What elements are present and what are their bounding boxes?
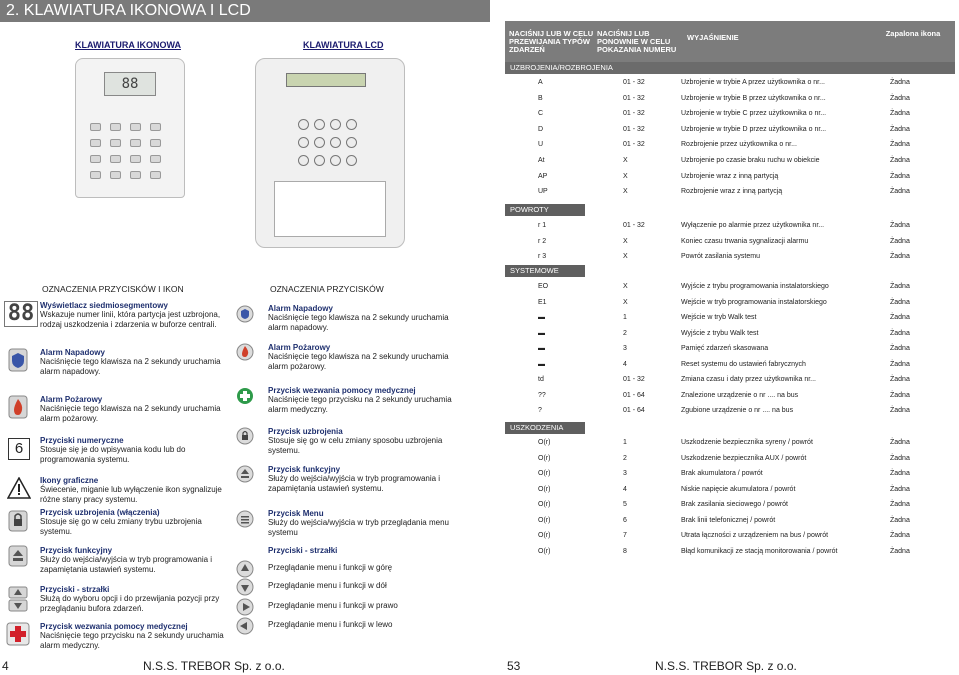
event-number: X [623,237,628,245]
event-number: 7 [623,532,627,539]
arrow-keys-icon [8,586,28,612]
button-legend-item [268,386,468,415]
event-code: UP [538,188,548,196]
section-arming: UZBROJENIA/ROZBROJENIA [505,62,955,74]
arrow-left-icon [236,617,254,635]
event-code: O(r) [538,532,551,539]
event-icon: Żadna [890,283,910,290]
event-code: B [538,94,543,102]
arm-key-icon [236,427,254,445]
arrows-title: Przyciski - strzałki [268,546,338,555]
event-number: 01 - 32 [623,141,645,149]
table-row [505,483,955,498]
event-description: Uzbrojenie wraz z inną partycją [681,172,779,180]
event-code: r 2 [538,237,547,245]
section-returns: POWROTY [505,204,585,216]
event-description: Uszkodzenie bezpiecznika AUX / powrót [681,454,807,462]
button-legend-title: OZNACZENIA PRZYCISKÓW [270,284,384,294]
event-icon: Żadna [890,547,910,555]
table-row [505,529,955,544]
table-row [505,311,955,326]
table-row [505,467,955,482]
event-description: Brak linii telefonicznej / powrót [681,516,776,524]
event-icon: Żadna [890,298,910,306]
event-icon: Żadna [890,454,910,462]
event-description: Uzbrojenie w trybie D przez użytkownika o nr... [681,125,827,133]
event-code: C [538,110,544,118]
arm-key-icon [8,510,28,532]
table-row [505,342,955,357]
table-row [505,123,955,138]
legend-item-desc: Stosuje się go w celu zmiany sposobu uzbrojenia systemu. [268,436,443,455]
function-key-icon [236,465,254,483]
event-description: Wejście w tryb Walk test [681,314,757,321]
event-icon: Żadna [890,141,910,149]
event-code: O(r) [538,501,551,508]
event-number: X [623,283,628,290]
arrow-desc: Przeglądanie menu i funkcji w lewo [268,620,393,629]
function-key-icon [8,545,28,567]
event-code: ▬ [538,329,545,337]
table-row [505,389,955,404]
event-number: X [623,298,628,306]
legend-item-title: Przyciski - strzałki [40,585,110,594]
legend-item-title: Przycisk wezwania pomocy medycznej [268,386,416,395]
legend-item-desc: Naciśnięcie tego klawisza na 2 sekundy uruchamia alarm pożarowy. [268,352,449,371]
legend-item-title: Wyświetlacz siedmiosegmentowy [40,301,168,310]
table-row [505,498,955,513]
event-code: A [538,79,543,86]
header-col-explanation: WYJAŚNIENIE [687,33,739,42]
event-icon: Żadna [890,314,910,321]
legend-item-desc: Naciśnięcie tego przycisku na 2 sekundy uruchamia alarm medyczny. [40,631,224,650]
event-number: 01 - 32 [623,94,645,102]
event-number: 01 - 32 [623,79,645,86]
event-description: Zmiana czasu i daty przez użytkownika nr... [681,376,816,383]
button-legend-item [268,304,468,333]
arrow-down-icon [236,578,254,596]
menu-key-icon [236,510,254,528]
event-description: Wejście w tryb programowania instalatorskiego [681,298,827,306]
legend-item-title: Alarm Pożarowy [40,395,103,404]
section-system: SYSTEMOWE [505,265,585,277]
company-left: N.S.S. TREBOR Sp. z o.o. [143,659,285,673]
button-legend-item [268,465,468,494]
keypad-lcd-title: KLAWIATURA LCD [303,40,384,50]
legend-item-desc: Naciśnięcie tego klawisza na 2 sekundy uruchamia alarm napadowy. [40,357,221,376]
event-icon: Żadna [890,376,910,383]
event-number: 01 - 64 [623,407,645,414]
event-icon: Żadna [890,501,910,508]
legend-item-desc: Służy do wejścia/wyjścia w tryb programowania i zapamiętania ustawień systemu. [40,555,213,574]
fire-alarm-icon [8,395,28,419]
warning-icon [7,477,31,499]
event-number: 4 [623,360,627,368]
table-row [505,373,955,388]
event-icon: Żadna [890,485,910,493]
event-icon: Żadna [890,157,910,164]
event-code: O(r) [538,516,551,524]
event-description: Uzbrojenie po czasie braku ruchu w obiekcie [681,157,820,164]
event-code: E1 [538,298,547,306]
event-description: Uzbrojenie w trybie C przez użytkownika o nr... [681,110,827,118]
event-description: Brak zasilania sieciowego / powrót [681,501,788,508]
legend-item-desc: Świecenie, miganie lub wyłączenie ikon sygnalizuje różne stany pracy systemu. [40,485,222,504]
event-icon: Żadna [890,532,910,539]
event-description: Błąd komunikacji ze stacją monitorowania / powrót [681,547,838,555]
table-row [505,358,955,373]
event-code: r 3 [538,253,547,260]
event-code: td [538,376,544,383]
event-code: O(r) [538,485,551,493]
arrow-desc: Przeglądanie menu i funkcji w prawo [268,601,398,610]
event-description: Znalezione urządzenie o nr .... na bus [681,391,799,399]
table-row [505,185,955,200]
event-code: D [538,125,544,133]
event-icon: Żadna [890,94,910,102]
table-row [505,250,955,265]
icon-legend-item [40,508,230,537]
company-right: N.S.S. TREBOR Sp. z o.o. [655,659,797,673]
event-code: O(r) [538,454,551,462]
event-number: X [623,172,628,180]
page-number-right: 53 [507,659,521,673]
lcd-keypad-image [255,58,405,248]
event-number: X [623,253,628,260]
event-icon: Żadna [890,172,910,180]
event-description: Utrata łączności z urządzeniem na bus / powrót [681,532,829,539]
event-icon: Żadna [890,407,910,414]
arrow-desc: Przeglądanie menu i funkcji w górę [268,563,393,572]
event-description: Rozbrojenie wraz z inną partycją [681,188,783,196]
seven-segment-window: 88 [104,72,156,96]
fire-alarm-icon [236,343,254,361]
event-description: Uszkodzenie bezpiecznika syreny / powrót [681,439,813,446]
police-alarm-icon [8,348,28,372]
table-row [505,404,955,419]
event-description: Pamięć zdarzeń skasowana [681,345,769,352]
legend-item-title: Przycisk uzbrojenia (włączenia) [40,508,160,517]
header-col-number: NACIŚNIJ LUB PONOWNIE W CELU POKAZANIA NUMERU [597,29,677,54]
event-number: 8 [623,547,627,555]
event-description: Wyjście z trybu Walk test [681,329,759,337]
legend-item-title: Przycisk uzbrojenia [268,427,343,436]
button-legend-item [268,427,468,456]
event-number: 5 [623,501,627,508]
table-row [505,436,955,451]
legend-item-desc: Naciśnięcie tego przycisku na 2 sekundy uruchamia alarm medyczny. [268,395,452,414]
event-code: AP [538,172,548,180]
event-icon: Żadna [890,345,910,352]
button-legend-item [268,509,468,538]
police-alarm-icon [236,305,254,323]
event-icon: Żadna [890,253,910,260]
event-description: Reset systemu do ustawień fabrycznych [681,360,806,368]
event-description: Koniec czasu trwania sygnalizacji alarmu [681,237,809,245]
page-number-left: 4 [2,659,9,673]
legend-item-title: Przyciski numeryczne [40,436,124,445]
table-row [505,219,955,234]
event-description: Wyjście z trybu programowania instalatorskiego [681,283,829,290]
icon-legend-item [40,301,230,330]
event-description: Rozbrojenie przez użytkownika o nr... [681,141,797,149]
table-row [505,296,955,311]
event-description: Powrót zasilania systemu [681,253,760,260]
event-code: O(r) [538,470,551,477]
table-row [505,327,955,342]
section-faults: USZKODZENIA [505,422,585,434]
table-row [505,545,955,560]
event-description: Uzbrojenie w trybie B przez użytkownika o nr... [681,94,826,102]
event-number: 6 [623,516,627,524]
icon-legend-item [40,546,230,575]
event-icon: Żadna [890,237,910,245]
event-icon: Żadna [890,188,910,196]
event-icon: Żadna [890,329,910,337]
icon-legend-item [40,436,230,465]
event-number: 2 [623,454,627,462]
numeric-key-icon: 6 [8,438,30,460]
table-row [505,138,955,153]
table-row [505,452,955,467]
event-number: 4 [623,485,627,493]
event-number: 1 [623,439,627,446]
table-row [505,514,955,529]
event-icon: Żadna [890,125,910,133]
table-row [505,107,955,122]
legend-item-title: Przycisk funkcyjny [268,465,341,474]
icon-legend-title: OZNACZENIA PRZYCISKÓW I IKON [42,284,184,294]
legend-item-title: Przycisk Menu [268,509,324,518]
table-row [505,280,955,295]
arrow-right-icon [236,598,254,616]
event-number: 3 [623,470,627,477]
legend-item-desc: Służy do wejścia/wyjścia w tryb przeglądania menu systemu [268,518,449,537]
icon-legend-item [40,476,230,505]
event-number: 2 [623,329,627,337]
event-description: Brak akumulatora / powrót [681,470,763,477]
event-icon: Żadna [890,470,910,477]
table-row [505,154,955,169]
page-banner: 2. KLAWIATURA IKONOWA I LCD [0,0,490,22]
event-code: ?? [538,391,546,399]
event-number: X [623,188,628,196]
event-description: Zgubione urządzenie o nr .... na bus [681,407,794,414]
event-number: 01 - 32 [623,222,645,229]
header-col-icon: Zapalona ikona [885,29,941,38]
event-number: 01 - 32 [623,125,645,133]
event-icon: Żadna [890,222,910,229]
legend-item-desc: Naciśnięcie tego klawisza na 2 sekundy uruchamia alarm pożarowy. [40,404,221,423]
table-row [505,76,955,91]
table-row [505,235,955,250]
legend-item-title: Alarm Pożarowy [268,343,331,352]
arrow-desc: Przeglądanie menu i funkcji w dół [268,581,387,590]
event-code: O(r) [538,439,551,446]
event-code: O(r) [538,547,551,555]
legend-item-title: Ikony graficzne [40,476,99,485]
icon-legend-item [40,395,230,424]
event-code: At [538,157,545,164]
seven-segment-display-icon: 88 [4,301,38,327]
event-code: r 1 [538,222,547,229]
button-legend-item [268,343,468,372]
icon-legend-item [40,348,230,377]
legend-item-title: Alarm Napadowy [268,304,333,313]
legend-item-desc: Stosuje się je do wpisywania kodu lub do programowania systemu. [40,445,186,464]
arrow-up-icon [236,560,254,578]
keypad-icon-title: KLAWIATURA IKONOWA [75,40,181,50]
icon-legend-item [40,622,230,651]
icon-legend-item [40,585,230,614]
legend-item-title: Przycisk wezwania pomocy medycznej [40,622,188,631]
event-code: ? [538,407,542,414]
legend-item-desc: Służą do wyboru opcji i do przewijania pozycji przy przeglądaniu bufora zdarzeń. [40,594,220,613]
legend-item-desc: Służy do wejścia/wyjścia w tryb programowania i zapamiętania ustawień systemu. [268,474,441,493]
header-col-scroll: NACIŚNIJ LUB W CELU PRZEWIJANIA TYPÓW ZDARZEŃ [509,29,594,54]
medical-key-icon [236,387,254,405]
event-icon: Żadna [890,360,910,368]
event-icon: Żadna [890,439,910,446]
legend-item-desc: Wskazuje numer linii, która partycja jest uzbrojona, rodzaj uszkodzenia i zdarzenia w buforze centrali. [40,310,221,329]
event-code: ▬ [538,360,545,368]
event-description: Uzbrojenie w trybie A przez użytkownika o nr... [681,79,825,86]
event-description: Wyłączenie po alarmie przez użytkownika nr... [681,222,825,229]
event-number: 3 [623,345,627,352]
event-code: ▬ [538,345,545,352]
event-icon: Żadna [890,391,910,399]
legend-item-desc: Naciśnięcie tego klawisza na 2 sekundy uruchamia alarm napadowy. [268,313,449,332]
table-header [505,21,955,63]
legend-item-title: Przycisk funkcyjny [40,546,113,555]
table-row [505,92,955,107]
event-number: X [623,157,628,164]
table-row [505,170,955,185]
legend-item-title: Alarm Napadowy [40,348,105,357]
event-icon: Żadna [890,79,910,86]
event-number: 01 - 32 [623,110,645,118]
event-number: 01 - 64 [623,391,645,399]
event-code: ▬ [538,314,545,321]
event-icon: Żadna [890,516,910,524]
event-icon: Żadna [890,110,910,118]
event-code: EO [538,283,549,290]
event-code: U [538,141,544,149]
event-number: 01 - 32 [623,376,645,383]
event-description: Niskie napięcie akumulatora / powrót [681,485,796,493]
medical-key-icon [6,622,30,646]
legend-item-desc: Stosuje się go w celu zmiany trybu uzbrojenia systemu. [40,517,202,536]
event-number: 1 [623,314,627,321]
